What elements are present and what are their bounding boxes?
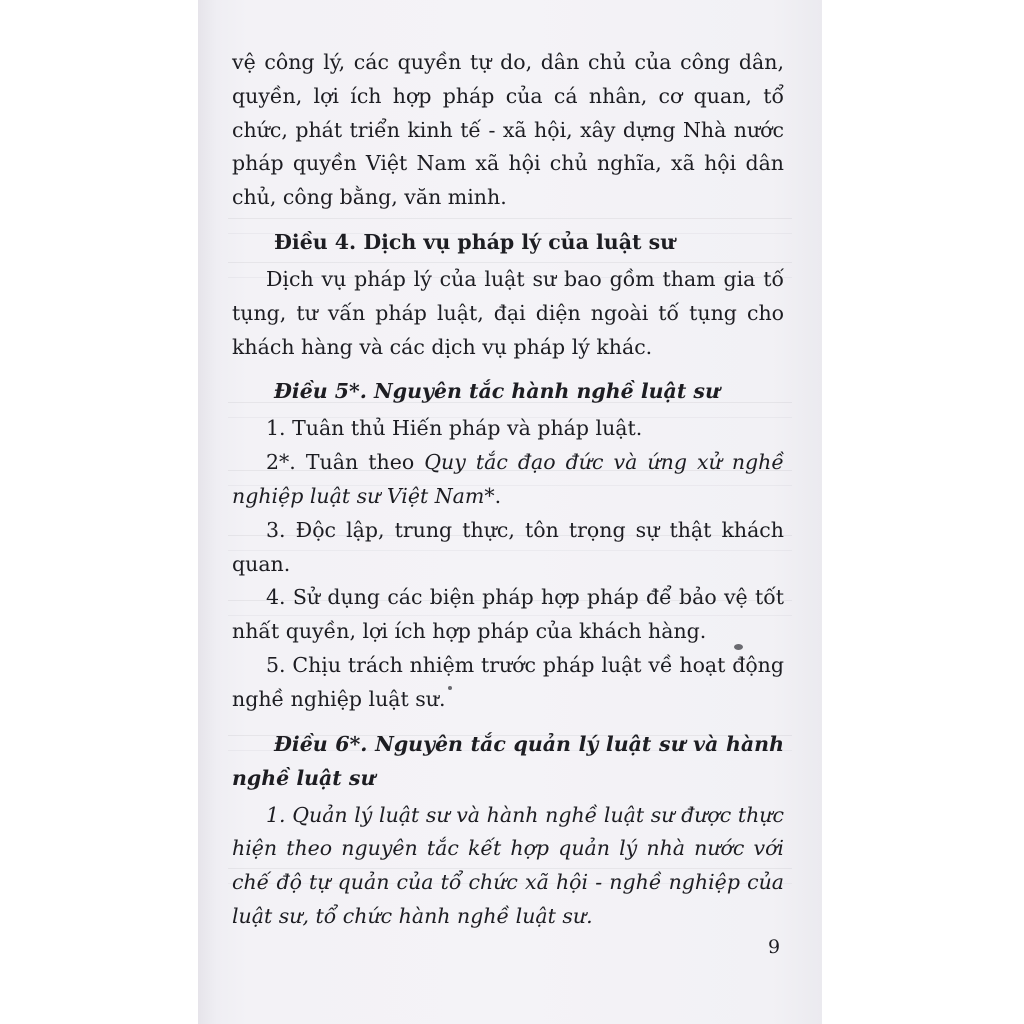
- article-5-item-3: 3. Độc lập, trung thực, tôn trọng sự thật khách quan.: [232, 517, 784, 576]
- article-5-item-5: 5. Chịu trách nhiệm trước pháp luật về hoạt động nghề nghiệp luật sư.: [232, 652, 784, 711]
- page-number: 9: [768, 936, 781, 958]
- article-6-heading: Điều 6*. Nguyên tắc quản lý luật sư và hành nghề luật sư: [232, 731, 784, 790]
- article-4-body: Dịch vụ pháp lý của luật sư bao gồm tham gia tố tụng, tư vấn pháp luật, đại diện ngoài tố tụng cho khách hàng và các dịch vụ pháp lý khác.: [232, 266, 784, 359]
- article-5-item-1: 1. Tuân thủ Hiến pháp và pháp luật.: [266, 416, 643, 441]
- article-5-heading: Điều 5*. Nguyên tắc hành nghề luật sư: [274, 379, 720, 404]
- article-6-item-1: 1. Quản lý luật sư và hành nghề luật sư được thực hiện theo nguyên tắc kết hợp quản lý nhà nước với chế độ tự quản của tổ chức xã hội - nghề nghiệp của luật sư, tổ chức hành nghề luật sư.: [232, 802, 784, 928]
- book-page: [198, 0, 822, 1024]
- page-text-body: [232, 46, 784, 934]
- article-5-item-2-prefix: 2*. Tuân theo: [266, 450, 425, 475]
- article-5-item-4: 4. Sử dụng các biện pháp hợp pháp để bảo vệ tốt nhất quyền, lợi ích hợp pháp của khách hàng.: [232, 585, 784, 644]
- article-5-item-2-code-title: Quy tắc đạo đức và ứng xử nghề nghiệp luật sư Việt Nam: [232, 450, 784, 508]
- article-5-item-2-suffix: *.: [484, 483, 502, 508]
- intro-paragraph: vệ công lý, các quyền tự do, dân chủ của công dân, quyền, lợi ích hợp pháp của cá nhân, cơ quan, tổ chức, phát triển kinh tế - xã hội, xây dựng Nhà nước pháp quyền Việt Nam xã hội chủ nghĩa, xã hội dân chủ, công bằng, văn minh.: [232, 50, 784, 210]
- article-4-heading: Điều 4. Dịch vụ pháp lý của luật sư: [274, 229, 676, 254]
- article-5-item-2: [232, 446, 784, 514]
